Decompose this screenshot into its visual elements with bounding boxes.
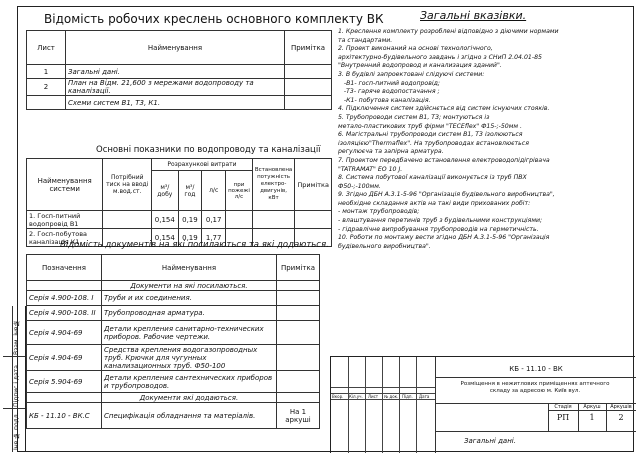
col-header-name: Найменування bbox=[66, 31, 285, 65]
table-row: Серія 4.904-69 Детали крепления санитарно-технических приборов. Рабочие чертежи. bbox=[27, 321, 320, 345]
note-line: - гідравлічне випробування трубопроводів на герметичність. bbox=[338, 225, 539, 233]
note-line: - влаштування перетинів труб з будівельними конструкціями; bbox=[338, 217, 543, 225]
note-line: 9. Згідно ДБН А.3.1-5-96 "Організація будівельного виробництва", bbox=[338, 191, 555, 199]
table-row: Серія 4.904-69 Средства крепления водогазопроводных труб. Крючки для чугунных канализационных труб. Ф50-100 bbox=[27, 345, 320, 371]
note-line: "TATRAMAT" EO 10 J. bbox=[338, 165, 403, 173]
table-row: Схеми систем В1, Т3, К1. bbox=[27, 96, 332, 110]
note-line: 6. Магістральні трубопроводи систем В1, Т3 ізолюються bbox=[338, 131, 523, 139]
col-header-note: Примітка bbox=[285, 31, 332, 65]
note-line: необхідне складання актів на такі види прихованих робіт: bbox=[338, 199, 531, 207]
note-line: -Т3- гаряче водопостачання ; bbox=[338, 88, 440, 96]
note-line: 8. Система побутової каналізації виконується із труб ПВХ bbox=[338, 174, 527, 182]
table-row: 2 План на Відм. 21,600 з мережами водопроводу та каналізації. bbox=[27, 79, 332, 96]
general-notes bbox=[338, 28, 632, 251]
table-row: 1 Загальні дані. bbox=[27, 65, 332, 79]
note-line: ізоляцією"Thermaflex". На трубопроводах встановлюється bbox=[338, 139, 529, 147]
note-line: 5. Трубопроводи систем В1, Т3; монтуються із bbox=[338, 113, 490, 121]
side-label-inv: Інв.№ подл. bbox=[13, 412, 20, 450]
note-line: 2. Проект виконаний на основі технологічного, bbox=[338, 45, 493, 53]
side-label-replace: Взам. інв№ bbox=[13, 319, 20, 355]
drawings-table bbox=[26, 30, 332, 110]
table-row: 2. Госп-побутова каналізація К1 0,154 0,19 1,77 bbox=[27, 229, 332, 247]
stamp-sheet-name: Загальні дані. bbox=[464, 437, 516, 445]
note-line: 3. В будівлі запроектовані слідуючі системи: bbox=[338, 70, 485, 78]
refs-title: Відомість документів на які посилаються та які додаються. bbox=[60, 240, 329, 250]
stamp-description: Розміщення в нежитлових приміщеннях аптечного складу за адресою м. Київ вул. bbox=[460, 381, 610, 394]
note-line: 1. Креслення комплекту розроблені відповідно з діючими нормами bbox=[338, 28, 559, 35]
title-block: Вкор. Кіл.уч. Лист № док. Підп. Дата КБ - 11.10 - ВК Розміщення в нежитлових приміщеннях аптечного складу за адресою м. Київ вул. Стадія Аркуш Аркушів РП 1 2 Загальні дані. bbox=[330, 356, 635, 453]
note-line: - монтаж трубопроводів; bbox=[338, 208, 420, 216]
note-line: та стандартами. bbox=[338, 36, 393, 44]
side-label-sign: Підпис і дата bbox=[13, 365, 20, 407]
general-title: Загальні вказівки. bbox=[420, 9, 527, 22]
note-line: 10. Роботи по монтажу вести згідно ДБН А.3.1-5-96 "Організація bbox=[338, 234, 550, 242]
note-line: 7. Проектом передбачено встановлення електроводопідігрівача bbox=[338, 156, 550, 164]
table-row: Серія 4.900-108. II Трубопроводная арматура. bbox=[27, 306, 320, 321]
table-row: КБ - 11.10 - ВК.С Специфікація обладнання та матеріалів. На 1 аркуші bbox=[27, 403, 320, 429]
note-line: Ф50-;-100мм. bbox=[338, 182, 381, 190]
note-line: архітектурно-будівельного завдань і згідно з СНиП 2.04.01-85 bbox=[338, 53, 542, 61]
table-row: 1. Госп-питний водопровід В1 0,154 0,19 0,17 bbox=[27, 211, 332, 229]
note-line: 4. Підключення систем здійснється від систем існуючих стояків. bbox=[338, 105, 550, 113]
note-line: "Внутренний водопровод и канализация зданий". bbox=[338, 62, 502, 70]
table-row: Серія 5.904-69 Детали крепления сантехнических приборов и трубопроводов. bbox=[27, 371, 320, 393]
refs-table: Позначення Найменування Примітка Документи на які посилаються. Серія 4.900-108. I Труби и их соединения. Серія 4.900-108. II Трубопроводная арматура. Серія 4.904-69 Детали крепления санитарно-технических приборов. Рабочие чертежи. Серія 4.904-69 Средства крепления водогазопроводных труб. Крючки для чугунных канализационных труб. Ф50-100 Серія 5.904-69 Детали крепления сантехнических приборов и трубопроводов. Документи які додаються. КБ - 11.10 - ВК.С Специфікація обладнання та матеріалів. На 1 аркуші bbox=[26, 254, 320, 429]
note-line: будівельного виробництва". bbox=[338, 242, 431, 250]
page-title: Відомість робочих креслень основного комплекту ВК bbox=[44, 12, 384, 26]
side-strip bbox=[3, 306, 26, 452]
stamp-code: КБ - 11.10 - ВК bbox=[509, 365, 563, 373]
col-header-sheet: Лист bbox=[27, 31, 66, 65]
note-line: -К1- побутова каналізація. bbox=[338, 96, 431, 104]
indicators-title: Основні показники по водопроводу та каналізації bbox=[96, 145, 321, 155]
note-line: регулюєча та запірна арматура. bbox=[338, 148, 444, 156]
note-line: метало-пластикових труб фірми "TECEflex" Ф15-;-50мм . bbox=[338, 122, 522, 130]
table-row: Серія 4.900-108. I Труби и их соединения. bbox=[27, 291, 320, 306]
note-line: -В1- госп-питний водопровід; bbox=[338, 79, 440, 87]
indicators-table: Найменування системи Потрібний тиск на вводі м.вод.ст. Розрахункові витрати Встановлена потужність електро- двигунів, кВт Примітка м³/добу м³/год л/с при пожежі л/с 1. Госп-питний водопровід В1 0,154 0,19 0,17 2. Госп-побутова каналізація К1 0,154 0,19 1,77 bbox=[26, 158, 332, 247]
